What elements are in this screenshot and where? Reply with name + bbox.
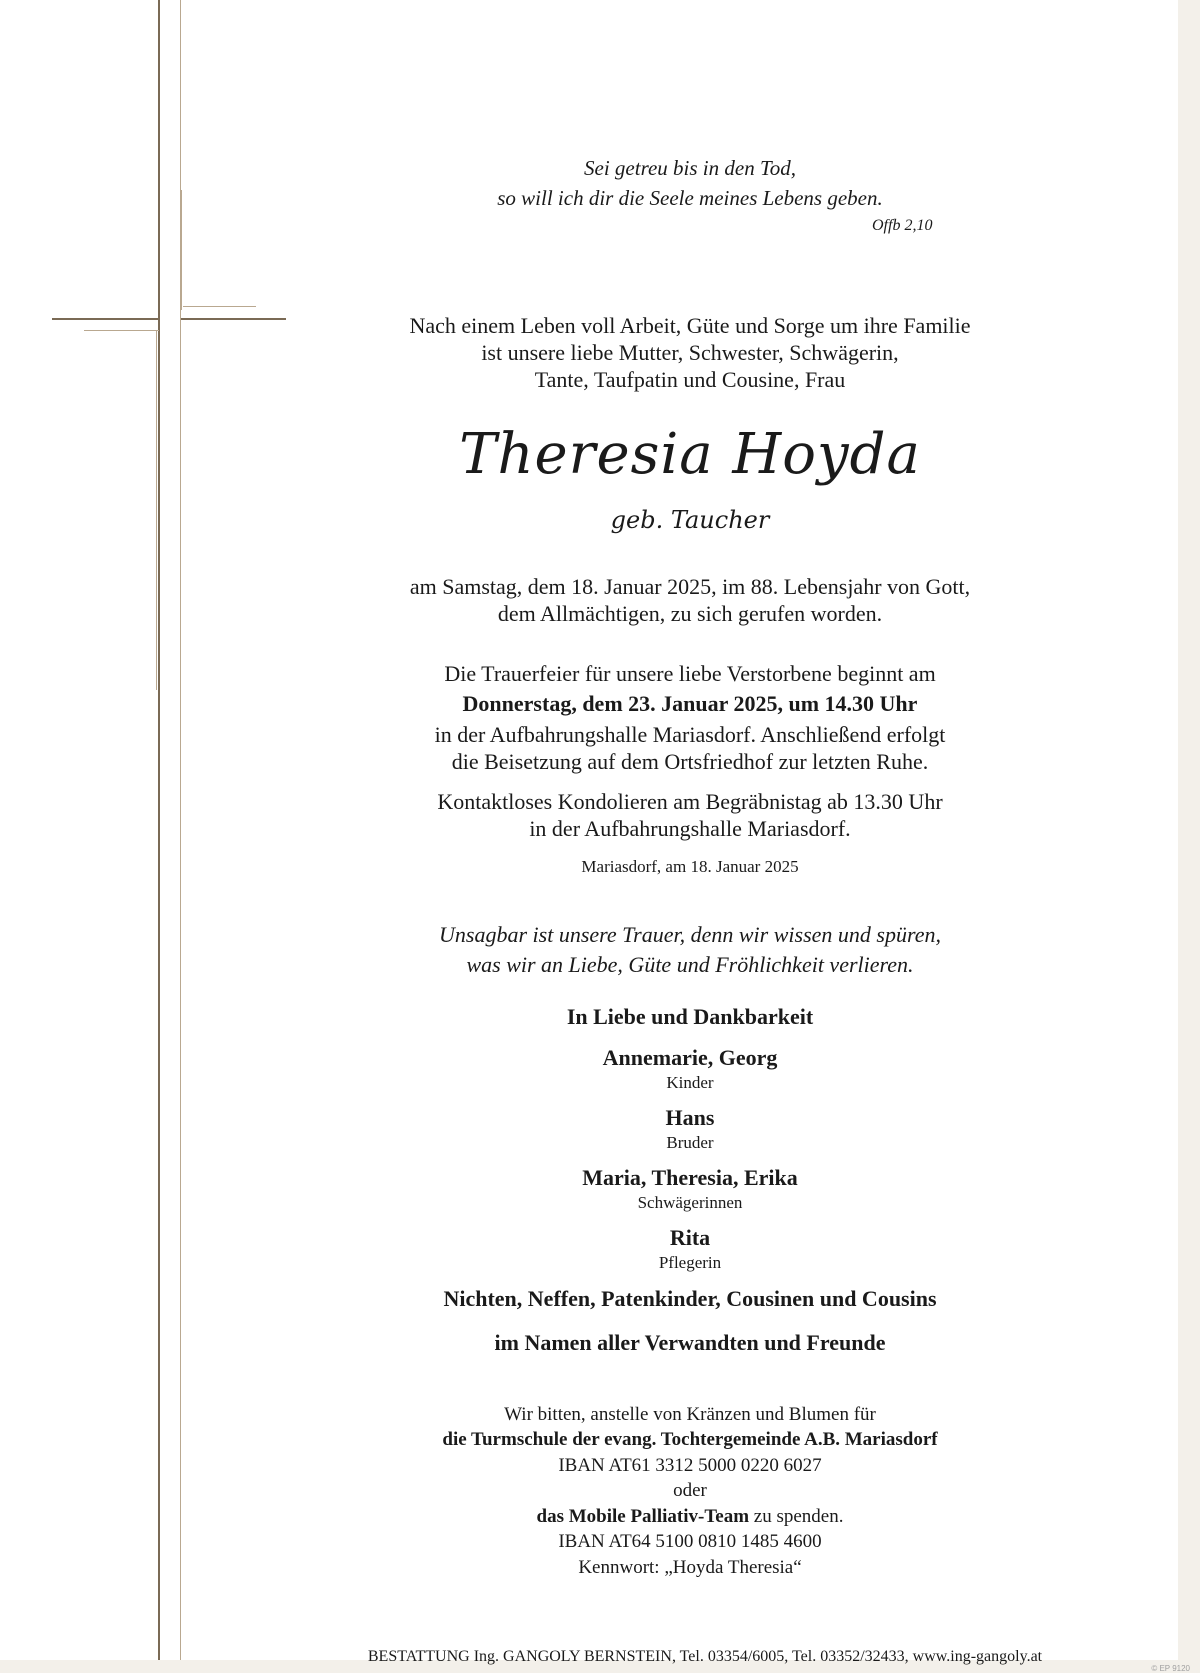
donation-recipient-1: die Turmschule der evang. Tochtergemeinde A.B. Mariasdorf: [442, 1429, 938, 1450]
family-member-names: Rita: [669, 1225, 711, 1250]
death-line-1: am Samstag, dem 18. Januar 2025, im 88. Lebensjahr von Gott,: [409, 574, 971, 599]
family-member-names: Hans: [665, 1105, 715, 1130]
family-closing: im Namen aller Verwandten und Freunde: [494, 1330, 886, 1355]
family-member-names: Annemarie, Georg: [602, 1045, 778, 1070]
donation-recipient-2: das Mobile Palliativ-Team: [536, 1506, 750, 1527]
family-member-relation: Pflegerin: [658, 1253, 722, 1272]
family-member-relation: Schwägerinnen: [637, 1193, 743, 1212]
family-member-names: Maria, Theresia, Erika: [582, 1165, 798, 1190]
footer-funeral-home: BESTATTUNG Ing. GANGOLY BERNSTEIN, Tel. 03354/6005, Tel. 03352/32433, www.ing-gangoly.at: [367, 1648, 1043, 1665]
quote-line-2: was wir an Liebe, Güte und Fröhlichkeit verlieren.: [466, 952, 914, 977]
quote-line-1: Unsagbar ist unsere Trauer, denn wir wissen und spüren,: [439, 922, 941, 947]
donation-recipient-2-line: [300, 1504, 1080, 1530]
ceremony-line-3: in der Aufbahrungshalle Mariasdorf. Anschließend erfolgt: [434, 722, 946, 747]
family-member-relation: Kinder: [666, 1073, 714, 1092]
condolence-line-2: in der Aufbahrungshalle Mariasdorf.: [529, 816, 851, 841]
deceased-name: Theresia Hoyda: [459, 422, 921, 487]
donation-or: oder: [673, 1480, 707, 1501]
family-extended: Nichten, Neffen, Patenkinder, Cousinen und Cousins: [443, 1286, 937, 1311]
family-member-relation: Bruder: [666, 1133, 714, 1152]
intro-line-3: Tante, Taufpatin und Cousine, Frau: [534, 367, 846, 392]
death-line-2: dem Allmächtigen, zu sich gerufen worden.: [497, 601, 883, 626]
motto-line-1: Sei getreu bis in den Tod,: [584, 156, 796, 180]
donation-recipient-2-suffix: zu spenden.: [749, 1506, 844, 1527]
intro-line-2: ist unsere liebe Mutter, Schwester, Schwägerin,: [481, 340, 899, 365]
birth-name: geb. Taucher: [610, 506, 770, 534]
donation-iban-1: IBAN AT61 3312 5000 0220 6027: [558, 1455, 822, 1476]
ceremony-date: Donnerstag, dem 23. Januar 2025, um 14.30 Uhr: [462, 691, 918, 716]
condolence-line-1: Kontaktloses Kondolieren am Begräbnistag ab 13.30 Uhr: [437, 789, 943, 814]
donation-line-1: Wir bitten, anstelle von Kränzen und Blumen für: [504, 1404, 876, 1425]
ceremony-line-4: die Beisetzung auf dem Ortsfriedhof zur letzten Ruhe.: [451, 749, 929, 774]
place-date: Mariasdorf, am 18. Januar 2025: [581, 857, 799, 876]
corner-code: © EP 9120: [1151, 1664, 1190, 1673]
donation-iban-2: IBAN AT64 5100 0810 1485 4600: [558, 1531, 822, 1552]
motto-reference: Offb 2,10: [872, 217, 933, 234]
ceremony-line-1: Die Trauerfeier für unsere liebe Verstorbene beginnt am: [444, 661, 936, 686]
intro-line-1: Nach einem Leben voll Arbeit, Güte und Sorge um ihre Familie: [409, 313, 971, 338]
family-heading: In Liebe und Dankbarkeit: [566, 1004, 814, 1029]
motto-line-2: so will ich dir die Seele meines Lebens geben.: [497, 186, 883, 210]
donation-keyword: Kennwort: „Hoyda Theresia“: [578, 1557, 802, 1578]
